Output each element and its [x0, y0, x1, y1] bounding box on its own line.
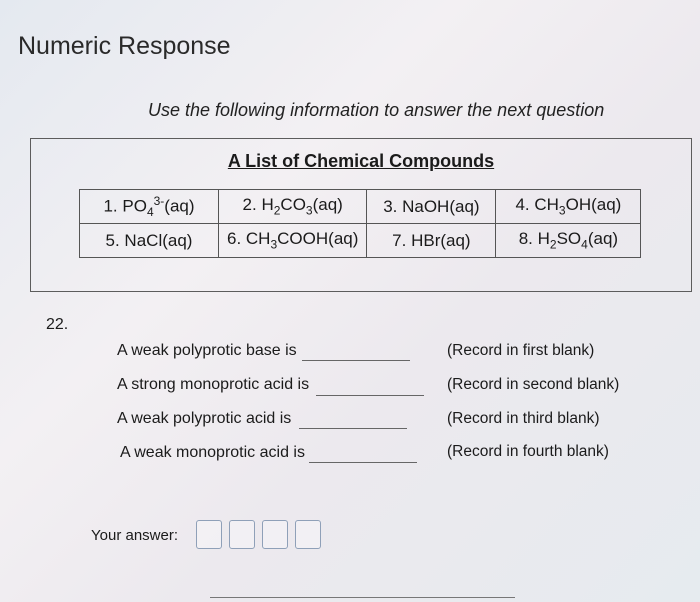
- blank-1-line: [302, 360, 410, 361]
- compound-cell-1: [80, 190, 219, 224]
- instruction-text: Use the following information to answer the next question: [148, 100, 605, 120]
- compound-8-sub2: 4: [581, 237, 588, 252]
- compound-cell-2: [219, 190, 367, 224]
- compound-1-suffix: (aq): [164, 196, 195, 216]
- compound-8-mid: SO: [556, 229, 582, 249]
- question-number: 22.: [46, 316, 69, 333]
- table-row: [80, 224, 641, 258]
- page-heading: Numeric Response: [18, 32, 231, 60]
- table-title: A List of Chemical Compounds: [227, 151, 495, 171]
- compound-6-text: 6. CH: [227, 229, 271, 249]
- compound-2-suffix: (aq): [312, 195, 343, 215]
- compound-1-sup: 3-: [153, 193, 165, 208]
- compound-1-sub: 4: [146, 205, 154, 220]
- compound-6-sub: 3: [270, 237, 278, 252]
- bottom-divider: [210, 597, 515, 598]
- compound-8-text: 8. H: [518, 229, 550, 249]
- compound-4-suffix: OH(aq): [565, 195, 622, 215]
- record-instruction-2: (Record in second blank): [447, 376, 620, 393]
- compound-cell-3: 3. NaOH(aq): [367, 190, 496, 224]
- blank-2-line: [316, 395, 424, 396]
- blank-4-line: [309, 462, 417, 463]
- compound-2-sub1: 2: [273, 203, 281, 218]
- compound-cell-5: 5. NaCl(aq): [80, 224, 219, 258]
- table-row: [80, 190, 641, 224]
- question-3-text: A weak polyprotic acid is: [117, 410, 292, 427]
- compound-cell-8: [496, 224, 641, 258]
- compound-6-suffix: COOH(aq): [277, 229, 359, 249]
- question-2-text: A strong monoprotic acid is: [117, 376, 310, 393]
- compound-2-sub2: 3: [305, 203, 313, 218]
- compound-cell-4: [496, 190, 641, 224]
- question-1-text: A weak polyprotic base is: [117, 342, 297, 359]
- compound-1-text: 1. PO: [103, 196, 147, 216]
- blank-3-line: [299, 428, 407, 429]
- compound-table: [79, 189, 641, 258]
- compound-8-sub1: 2: [549, 237, 557, 252]
- compound-2-mid: CO: [280, 195, 306, 215]
- answer-digit-1-input[interactable]: [196, 520, 222, 549]
- record-instruction-3: (Record in third blank): [447, 410, 600, 427]
- answer-digit-4-input[interactable]: [295, 520, 321, 549]
- compound-cell-7: 7. HBr(aq): [367, 224, 496, 258]
- compound-cell-6: [219, 224, 367, 258]
- answer-digit-2-input[interactable]: [229, 520, 255, 549]
- record-instruction-4: (Record in fourth blank): [447, 443, 609, 460]
- compound-info-box: [30, 138, 692, 292]
- compound-8-suffix: (aq): [587, 229, 619, 249]
- record-instruction-1: (Record in first blank): [447, 342, 595, 359]
- compound-2-text: 2. H: [242, 195, 274, 215]
- question-4-text: A weak monoprotic acid is: [120, 444, 305, 461]
- compound-4-sub: 3: [558, 203, 566, 218]
- answer-digit-3-input[interactable]: [262, 520, 288, 549]
- answer-label: Your answer:: [91, 527, 178, 544]
- compound-4-text: 4. CH: [515, 195, 559, 215]
